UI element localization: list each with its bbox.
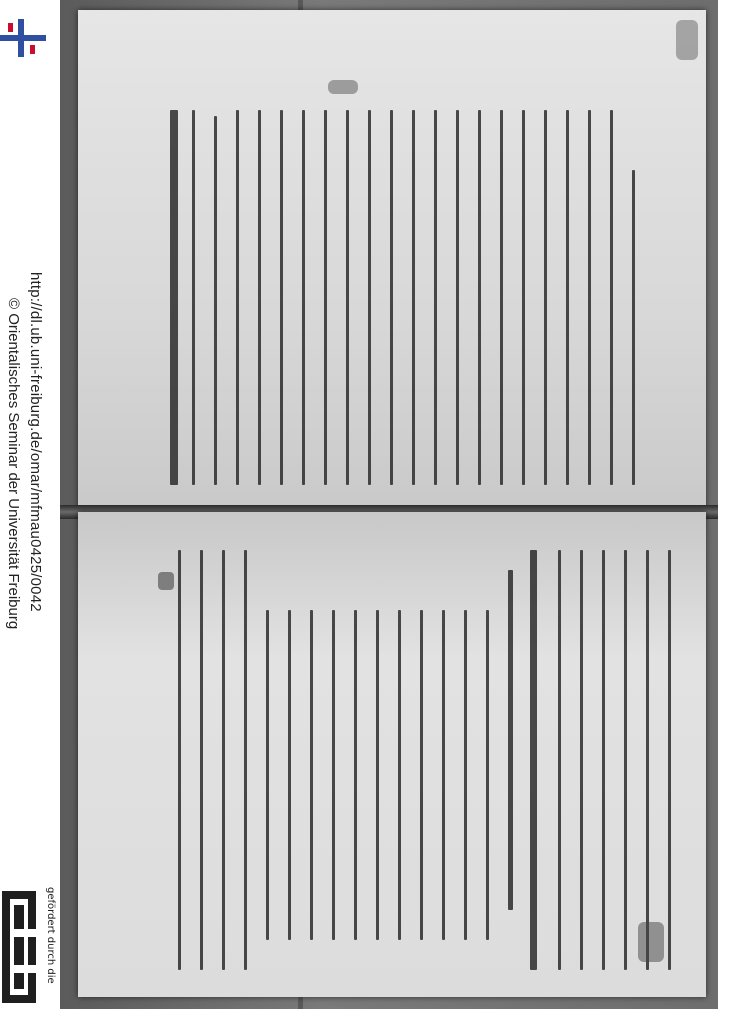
manuscript-page-lower <box>78 512 706 997</box>
scan-right-edge <box>718 0 732 1009</box>
upper-page-corner-note <box>676 20 698 60</box>
copyright-notice: © Orientalisches Seminar der Universität Freiburg <box>5 298 22 630</box>
viewer-sidebar <box>0 0 60 1009</box>
catchword <box>158 572 174 590</box>
ub-freiburg-logo-icon <box>0 15 52 61</box>
dfg-logo <box>0 885 60 1009</box>
manuscript-page-upper <box>78 10 706 515</box>
upper-page-text-block <box>170 110 670 490</box>
lower-page-text-block <box>178 550 698 970</box>
funding-label: gefördert durch die <box>45 887 56 984</box>
manuscript-scan <box>60 0 732 1009</box>
lower-page-corner-note <box>638 922 664 962</box>
upper-page-marginal-note <box>328 80 358 94</box>
document-url[interactable]: http://dl.ub.uni-freiburg.de/omar/mfmau0425/0042 <box>27 272 44 612</box>
